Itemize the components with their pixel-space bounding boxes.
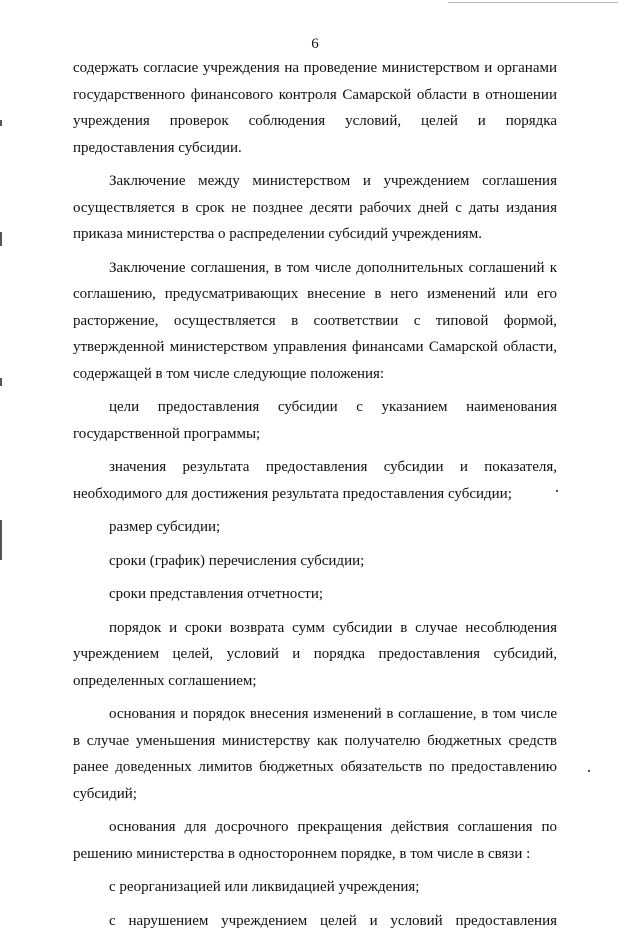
paragraph: размер субсидии; (109, 519, 221, 535)
scan-margin-mark (0, 520, 2, 560)
paragraph: Заключение между министерством и учреждением соглашения осуществляется в срок не позднее десяти рабочих дней с даты издания приказа министерства о распределении субсидий учреждениям. (73, 173, 557, 242)
scan-margin-mark (0, 120, 2, 126)
paragraph: цели предоставления субсидии с указанием наименования государственной программы; (73, 399, 557, 442)
page-number: 6 (311, 36, 319, 52)
paragraph: основания и порядок внесения изменений в соглашение, в том числе в случае уменьшения министерству как получателю бюджетных средств ранее доведенных лимитов бюджетных обязательств по предоставлению субсидий; (73, 706, 557, 802)
paragraph: Заключение соглашения, в том числе дополнительных соглашений к соглашению, предусматривающих внесение в него изменений или его расторжение, осуществляется в соответствии с типовой формой, утвержденной министерством управления финансами Самарской области, содержащей в том числе следующие положения: (73, 259, 557, 382)
paragraph: порядок и сроки возврата сумм субсидии в случае несоблюдения учреждением целей, условий и порядка предоставления субсидий, определенных соглашением; (73, 619, 557, 689)
paragraph: сроки представления отчетности; (109, 586, 324, 602)
scan-top-line (448, 2, 618, 3)
paragraph: с реорганизацией или ликвидацией учреждения; (109, 879, 420, 895)
scan-speck (588, 770, 590, 772)
paragraph: значения результата предоставления субсидии и показателя, необходимого для достижения результата предоставления субсидии; (73, 459, 557, 502)
document-body (73, 55, 557, 941)
paragraph: сроки (график) перечисления субсидии; (109, 552, 365, 569)
paragraph: основания для досрочного прекращения действия соглашения по решению министерства в одностороннем порядке, в том числе в связи : (73, 819, 557, 862)
paragraph: с нарушением учреждением целей и условий предоставления (109, 912, 557, 929)
paragraph: содержать согласие учреждения на проведение министерством и органами государственного финансового контроля Самарской области в отношении учреждения проверок соблюдения условий, целей и порядка предоставления субсидии. (73, 60, 557, 156)
scan-margin-mark (0, 232, 2, 246)
scan-margin-mark (0, 378, 2, 386)
